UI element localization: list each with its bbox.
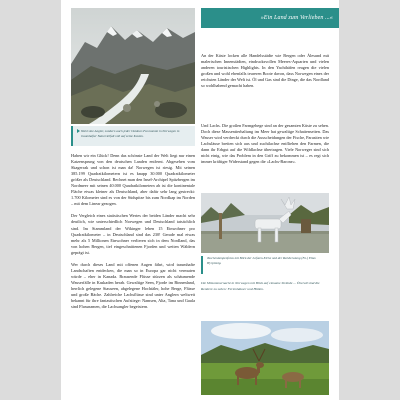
left-paragraph: Wer durch dieses Land mit offenen Augen fährt, wird traumhafte Landschaften entdecken, die man so in Europa gar nicht vermuten würde – eher in Kanada. Brausende Flüsse stürzen als schäumende Wasserfälle in Kaskaden herab. Gewaltige Seen, Fjorde im Binnenland, herrlich gelegene Stauseen, abgelegene Hochtäler, hohe Berge, Flüsse und große Bäche. Zahlreiche Lachsflüsse sind unter Anglern weltweit bekannt für ihre fantastischen Aufstiege: Namsen, Alta, Tana und Gaula sind Flussnamen, die Lachsangler begeistern. [71, 261, 195, 310]
right-paragraph: Und Lachs. Die großen Farmgehege sind an der gesamten Küste zu sehen. Doch diese Massentierhaltung im Meer hat gewaltige Schattenseiten. Das Wasser wird verdreckt durch die Ausscheidungen der Fische, Parasiten wie Lachsläuse breiten sich aus und zuchtlachse entfliehen den Farmen, die dann ihr Erbgut auf die Wildlachse übertragen. Viele Norweger sind sich nicht einig, wie das Problem in den Griff zu bekommen ist – es regt sich immer kräftiger Widerstand gegen die »Lachs-Barone«. [201, 123, 329, 165]
reindeer-illustration [201, 321, 329, 395]
right-text-column-2 [201, 123, 329, 171]
photo-caption: Wahl sine Angler, sondern auch jeder Outdoor-Fan kommt in Norwegen in traumhafter Naturvielfalt voll auf seine Kosten. [81, 129, 180, 138]
left-paragraph: Der Vergleich eines statistischen Wertes der beiden Länder macht sehr deutlich, wie unterschiedlich Norwegen und Deutschland tatsächlich sind. Im Stammland der Wikinger leben 15 Einwohner pro Quadratkilometer – in Deutschland sind das 230! Gerade mal etwas mehr als 5 Millionen Einwohner verlieren sich in dem Nordland, das von hohen Bergen, tief eingeschnittenen Fjorden und weiten Wäldern geprägt ist. [71, 213, 195, 255]
photo-caption: Taschenlampenfotos mit Blick der Lofoten-Elche und der Reisberatung (Fo.) Elias Hyrpinnig. [207, 256, 316, 265]
second-caption-block [201, 280, 329, 320]
caption-triangle-icon [77, 129, 80, 133]
left-paragraph: Haben wir ein Glück! Denn das schönste Land der Welt liegt nur einen Katzensprung von den deutschen Landen entfernt. Abgesehen vom Skagerrak und schon ist man da! Norwegen ist riesig. Mit seinen 385.199 Quadratkilometern ist es knapp 30.000 Quadratkilometer größer als Deutschland. Rechnet man den Insel-Archipel Spitzbergen im Nordmeer mit seinen 40.000 Quadratkilometern ab ist die kontinentale Fläche etwas kleiner als Deutschland, aber dafür sehr lang gestreckt: 1.700 Kilometer sind es von der Südspitze bis zum Nordkap im Norden – mit dem Linear gezogen. [71, 153, 195, 207]
reindeer-meadow-photo [201, 321, 329, 395]
mountain-landscape-illustration [71, 8, 195, 124]
photo-caption-box [71, 126, 195, 146]
moose-sculpture-illustration [201, 193, 329, 253]
right-text-column [201, 53, 329, 95]
moose-photo-caption [201, 256, 329, 274]
magazine-page [61, 0, 339, 400]
right-paragraph: An der Küste locken alle Handelsstädte wie Bergen oder Ålesund mit malerischen Innenstädten, eindrucksvollen Meeres-Aquarien und vielen anderen touristischen Highlights. In den Yachthäfen reagen die vielen großen und wohl ebenfalls teureren Boote davon, dass Norwegen eines der reichsten Länder der Welt ist. Öl und Gas sind die Dinge, die das Nordland so wohlhabend gemacht haben. [201, 53, 329, 89]
photo-caption: Die Mitsommernacht in Norwegen mit Blick auf einsame Strände ... Überall sind die Rentiere zu sehen: Ferienhäuser und Hütten. [201, 281, 320, 292]
section-header-bar [201, 8, 339, 28]
moose-sculpture-photo [201, 193, 329, 253]
left-text-column [71, 153, 195, 316]
section-title: »Ein Land zum Verlieben ...« [260, 15, 333, 21]
mountain-river-photo [71, 8, 195, 124]
